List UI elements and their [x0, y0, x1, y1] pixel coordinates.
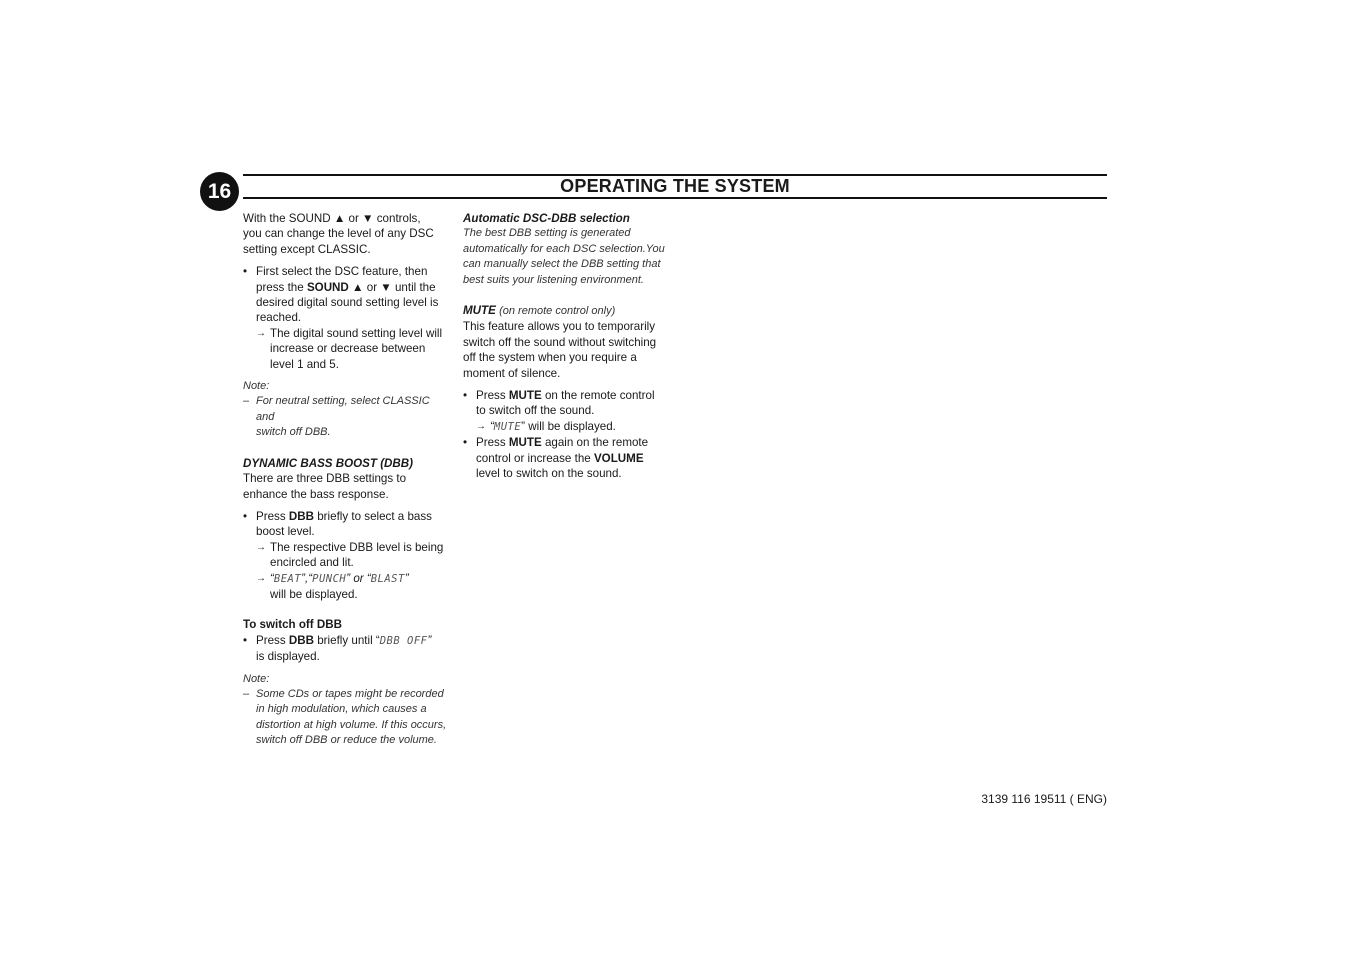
document-code: 3139 116 19511 ( ENG) — [981, 792, 1107, 806]
result-item: → “MUTE” will be displayed. — [476, 419, 616, 433]
intro-text: With the SOUND ▲ or ▼ controls, you can change the level of any DSC setting except CLASSIC. — [243, 212, 434, 256]
section-heading-auto-dsc-dbb: Automatic DSC-DBB selection — [463, 212, 630, 225]
result-item: → The respective DBB level is being encircled and lit. — [256, 540, 444, 570]
display-text-punch: PUNCH — [312, 572, 347, 585]
list-item-select-dsc: • First select the DSC feature, then press the SOUND ▲ or ▼ until the desired digital sound setting level is reached. → The digital sound setting level will increase or decrease between level 1 and 5. — [243, 264, 448, 372]
bullet-icon: • — [243, 509, 248, 523]
page-title: OPERATING THE SYSTEM — [560, 176, 790, 196]
result-item: → The digital sound setting level will increase or decrease between level 1 and 5. — [256, 326, 443, 371]
display-text-dbb-off: DBB OFF — [379, 634, 428, 647]
left-column — [243, 211, 448, 749]
arrow-icon: → — [256, 327, 266, 339]
display-text-mute: MUTE — [493, 420, 522, 433]
dbb-description: There are three DBB settings to enhance the bass response. — [243, 472, 407, 501]
section-heading-dbb: DYNAMIC BASS BOOST (DBB) — [243, 456, 414, 470]
auto-description: The best DBB setting is generated automatically for each DSC selection.You can manually select the DBB setting that best suits your listening environment. — [463, 227, 665, 286]
bullet-icon: • — [243, 265, 248, 279]
display-text-beat: BEAT — [273, 572, 302, 585]
arrow-icon: → — [476, 420, 486, 432]
dash-icon: – — [243, 687, 250, 700]
arrow-icon: → — [256, 572, 266, 584]
result-item: → “BEAT”,“PUNCH” or “BLAST” will be displayed. — [256, 571, 409, 601]
arrow-icon: → — [256, 541, 266, 553]
display-text-blast: BLAST — [370, 572, 405, 585]
bullet-icon: • — [463, 436, 468, 450]
list-item-dbb-off: • Press DBB briefly until “DBB OFF” is displayed. — [243, 633, 432, 664]
mute-description: This feature allows you to temporarily switch off the sound without switching off the system when you require a moment of silence. — [463, 320, 657, 380]
note-label: Note: — [243, 380, 270, 393]
note-text: – Some CDs or tapes might be recorded in high modulation, which causes a distortion at high volume. If this occurs, switch off DBB or reduce the volume. — [243, 687, 447, 747]
section-heading-mute: MUTE (on remote control only) — [463, 304, 616, 318]
right-column — [463, 211, 673, 482]
bullet-icon: • — [243, 633, 248, 647]
section-heading-switch-off-dbb: To switch off DBB — [243, 618, 342, 632]
bullet-icon: • — [463, 389, 468, 403]
list-item-press-dbb: • Press DBB briefly to select a bass boost level. → The respective DBB level is being encircled and lit. → “BEAT”,“PUNCH” or “BLAST” will be displayed. — [243, 509, 448, 602]
note-label: Note: — [243, 672, 270, 685]
dash-icon: – — [243, 395, 250, 408]
page-number-badge: 16 — [200, 172, 239, 211]
list-item-unmute: • Press MUTE again on the remote control or increase the VOLUME level to switch on the sound. — [463, 436, 649, 481]
list-item-press-mute: • Press MUTE on the remote control to switch off the sound. → “MUTE” will be displayed. — [463, 388, 673, 435]
note-text: – For neutral setting, select CLASSIC and switch off DBB. — [243, 395, 430, 439]
title-rule-bottom — [243, 197, 1107, 199]
